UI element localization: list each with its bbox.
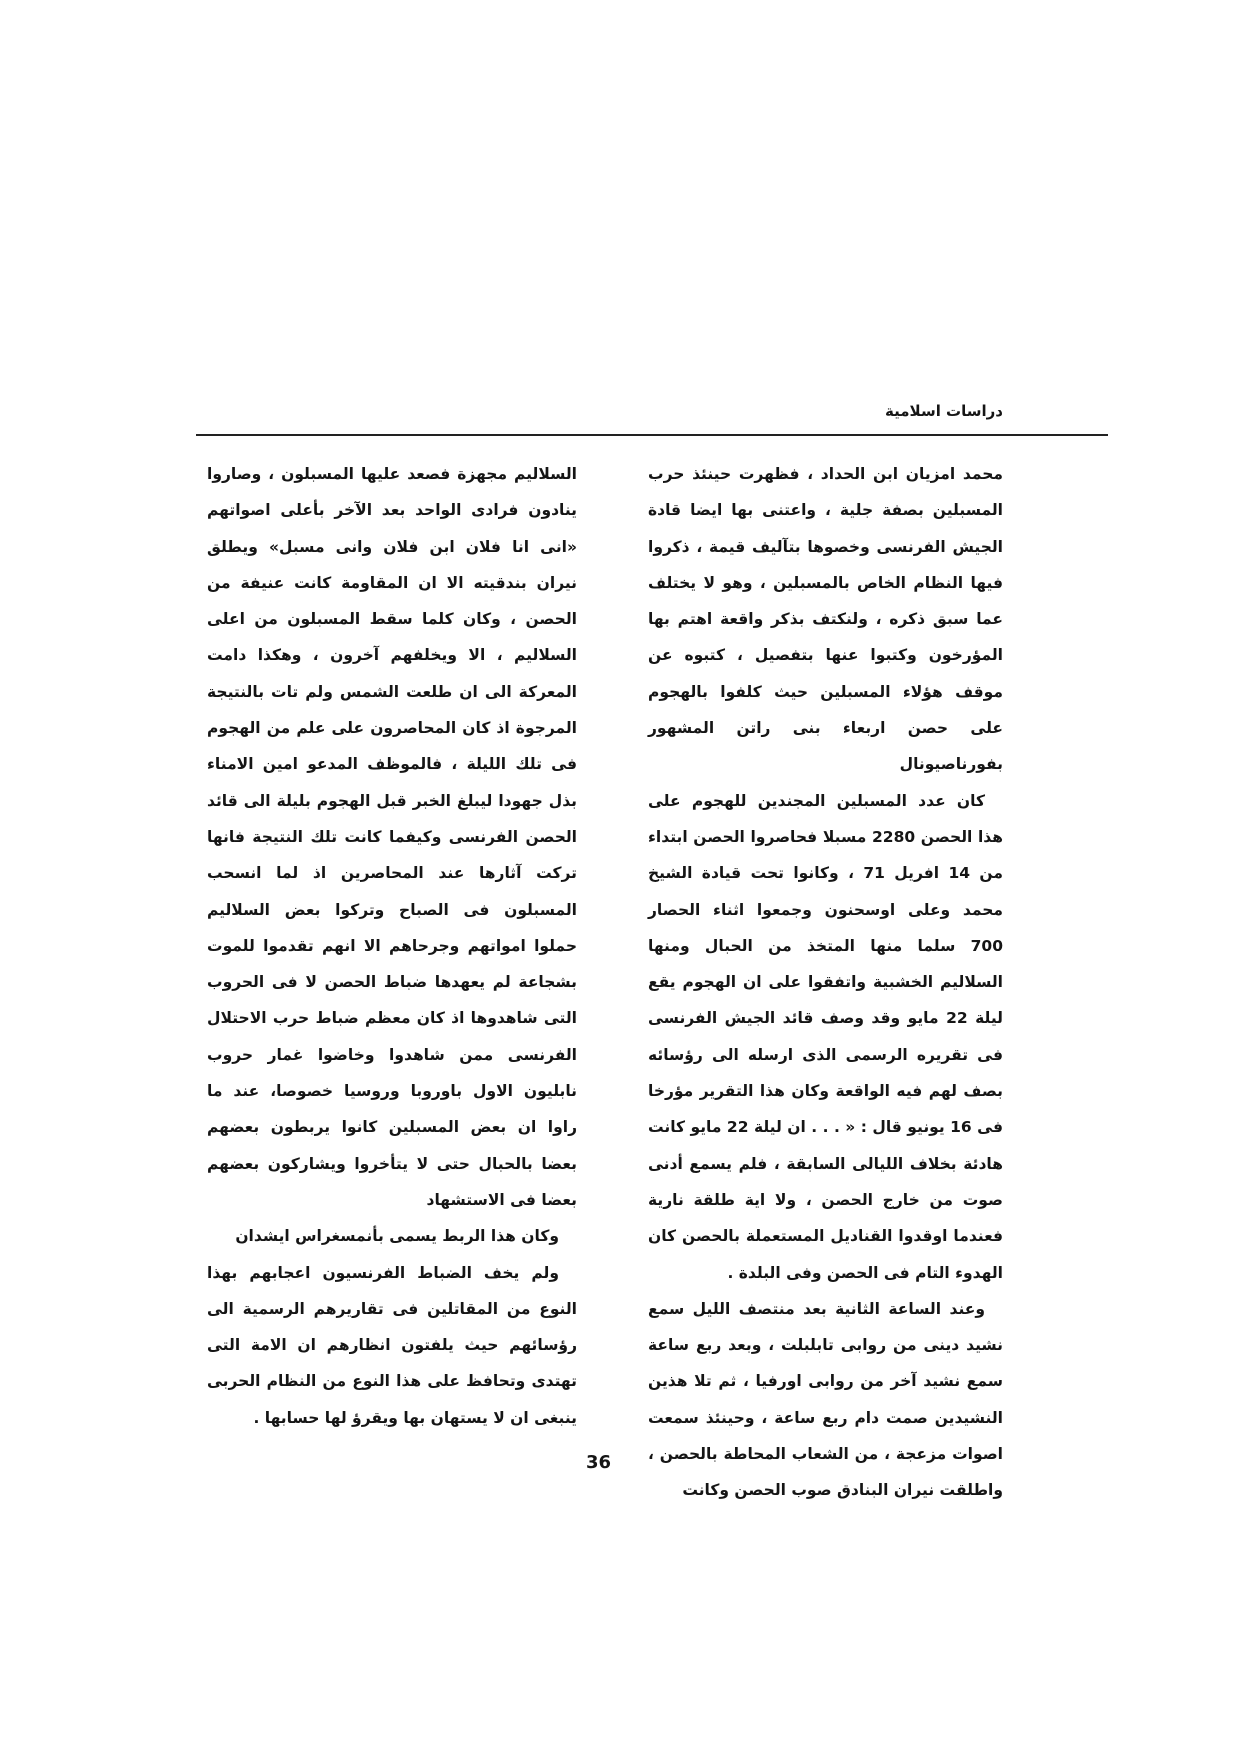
page-number: 36 — [586, 1452, 612, 1473]
header-divider — [196, 434, 1108, 436]
paragraph: محمد امزيان ابن الحداد ، فظهرت حينئذ حرب المسبلين بصفة جلية ، واعتنى بها ايضا قادة الجيش الفرنسى وخصوها بتآليف قيمة ، ذكروا فيها النظام الخاص بالمسبلين ، وهو لا يختلف عما سبق ذكره ، ولنكتف بذكر واقعة اهتم بها المؤرخون وكتبوا عنها بتفصيل ، كتبوه عن موقف هؤلاء المسبلين حيث كلفوا بالهجوم على حصن اربعاء بنى راتن المشهور بفورناصيونال — [648, 465, 1003, 774]
right-text-column — [648, 456, 1003, 1509]
paragraph: السلاليم مجهزة فصعد عليها المسبلون ، وصاروا ينادون فرادى الواحد بعد الآخر بأعلى اصواتهم «انى انا فلان ابن فلان وانى مسبل» ويطلق نيران بندقيته الا ان المقاومة كانت عنيفة من الحصن ، وكان كلما سقط المسبلون من اعلى السلاليم ، الا ويخلفهم آخرون ، وهكذا دامت المعركة الى ان طلعت الشمس ولم تات بالنتيجة المرجوة اذ كان المحاصرون على علم من الهجوم فى تلك الليلة ، فالموظف المدعو امين الامناء بذل جهودا ليبلغ الخبر قبل الهجوم بليلة الى قائد الحصن الفرنسى وكيفما كانت تلك النتيجة فانها تركت آثارها عند المحاصرين اذ لما انسحب المسبلون فى الصباح وتركوا بعض السلاليم حملوا امواتهم وجرحاهم الا انهم تقدموا للموت بشجاعة لم يعهدها ضباط الحصن لا فى الحروب التى شاهدوها اذ كان معظم ضباط حرب الاحتلال الفرنسى ممن شاهدوا وخاضوا غمار حروب نابليون الاول باوروبا وروسيا خصوصا، عند ما راوا ان بعض المسبلين كانوا يربطون بعضهم بعضا بالحبال حتى لا يتأخروا ويشاركون بعضهم بعضا فى الاستشهاد — [207, 465, 577, 1209]
running-header-title: دراسات اسلامية — [885, 402, 1003, 420]
paragraph: ولم يخف الضباط الفرنسيون اعجابهم بهذا النوع من المقاتلين فى تقاريرهم الرسمية الى رؤسائهم حيث يلفتون انظارهم ان الامة التى تهتدى وتحافظ على هذا النوع من النظام الحربى ينبغى ان لا يستهان بها ويقرؤ لها حسابها . — [207, 1263, 577, 1427]
paragraph: وكان هذا الربط يسمى بأنمسغراس ايشدان — [235, 1227, 559, 1246]
left-text-column — [207, 456, 577, 1436]
paragraph: وعند الساعة الثانية بعد منتصف الليل سمع نشيد دينى من روابى تابلبلت ، وبعد ربع ساعة سمع نشيد آخر من روابى اورفيا ، ثم تلا هذين النشيدين صمت دام ربع ساعة ، وحينئذ سمعت اصوات مزعجة ، من الشعاب المحاطة بالحصن ، واطلقت نيران البنادق صوب الحصن وكانت — [648, 1299, 1003, 1500]
paragraph: كان عدد المسبلين المجندين للهجوم على هذا الحصن 2280 مسبلا فحاصروا الحصن ابتداء من 14 افريل 71 ، وكانوا تحت قيادة الشيخ محمد وعلى اوسحنون وجمعوا اثناء الحصار 700 سلما منها المتخذ من الحبال ومنها السلاليم الخشبية واتفقوا على ان الهجوم يقع ليلة 22 مايو وقد وصف قائد الجيش الفرنسى فى تقريره الرسمى الذى ارسله الى رؤسائه بصف لهم فيه الواقعة وكان هذا التقرير مؤرخا فى 16 يونيو قال : « . . . ان ليلة 22 مايو كانت هادئة بخلاف الليالى السابقة ، فلم يسمع أدنى صوت من خارج الحصن ، ولا اية طلقة نارية فعندما اوقدوا القناديل المستعملة بالحصن كان الهدوء التام فى الحصن وفى البلدة . — [648, 791, 1004, 1282]
